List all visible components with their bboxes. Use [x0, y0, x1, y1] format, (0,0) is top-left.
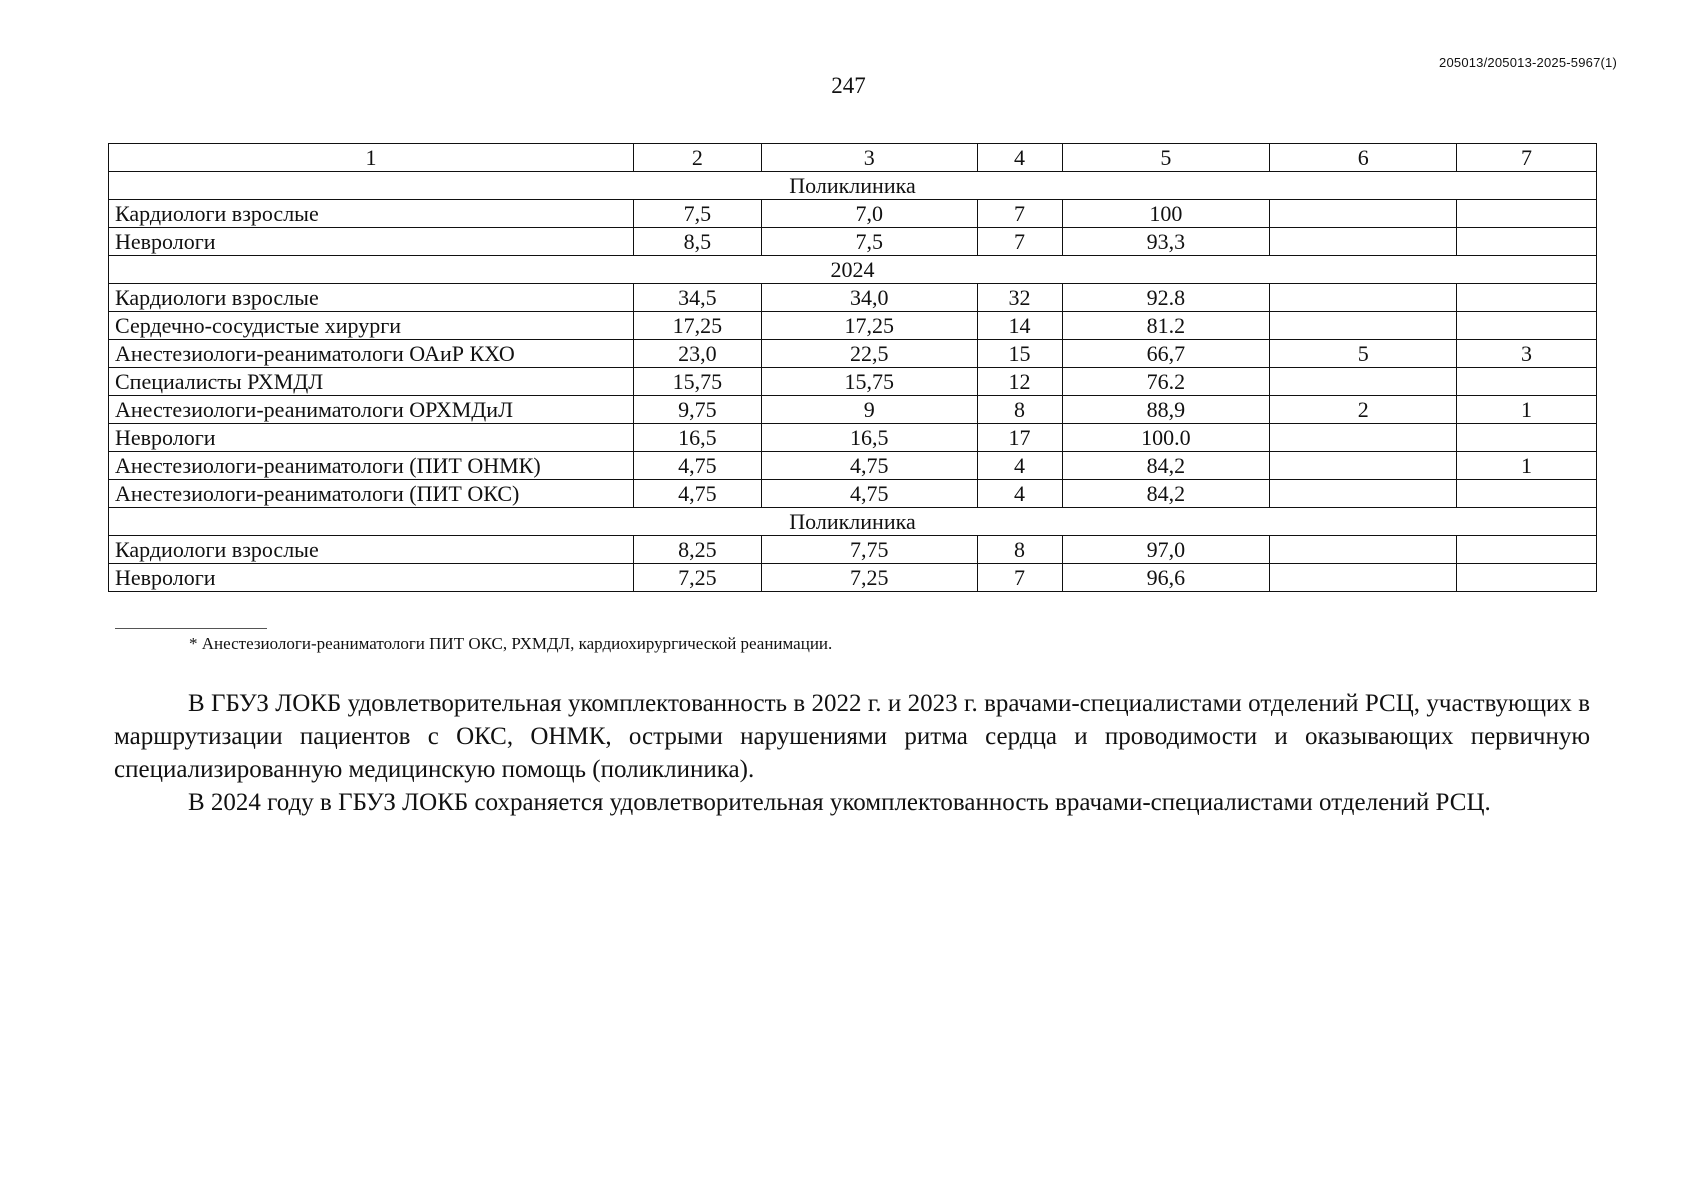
value-cell: 4	[977, 480, 1062, 508]
value-cell: 17	[977, 424, 1062, 452]
value-cell	[1457, 536, 1597, 564]
value-cell: 9,75	[633, 396, 761, 424]
value-cell	[1270, 312, 1457, 340]
section-label: Поликлиника	[109, 172, 1597, 200]
table-body	[109, 144, 1597, 592]
value-cell	[1457, 200, 1597, 228]
column-header: 6	[1270, 144, 1457, 172]
table-section-row	[109, 508, 1597, 536]
value-cell	[1457, 368, 1597, 396]
value-cell: 1	[1457, 452, 1597, 480]
table-row	[109, 564, 1597, 592]
value-cell	[1270, 200, 1457, 228]
value-cell: 15,75	[633, 368, 761, 396]
table-row	[109, 312, 1597, 340]
value-cell: 4	[977, 452, 1062, 480]
value-cell: 15,75	[761, 368, 977, 396]
table-section-row	[109, 172, 1597, 200]
specialty-cell: Анестезиологи-реаниматологи ОАиР КХО	[109, 340, 634, 368]
value-cell: 7,25	[633, 564, 761, 592]
table-row	[109, 480, 1597, 508]
footnote: * Анестезиологи-реаниматологи ПИТ ОКС, РХМДЛ, кардиохирургической реанимации.	[189, 634, 833, 653]
value-cell: 8	[977, 536, 1062, 564]
column-header: 7	[1457, 144, 1597, 172]
table-row	[109, 284, 1597, 312]
value-cell: 14	[977, 312, 1062, 340]
staffing-table	[108, 143, 1597, 592]
value-cell: 17,25	[761, 312, 977, 340]
value-cell: 84,2	[1062, 452, 1270, 480]
value-cell: 4,75	[633, 452, 761, 480]
value-cell	[1457, 312, 1597, 340]
value-cell: 66,7	[1062, 340, 1270, 368]
value-cell: 3	[1457, 340, 1597, 368]
value-cell: 34,5	[633, 284, 761, 312]
value-cell: 17,25	[633, 312, 761, 340]
value-cell: 7,5	[761, 228, 977, 256]
value-cell	[1457, 480, 1597, 508]
specialty-cell: Анестезиологи-реаниматологи (ПИТ ОНМК)	[109, 452, 634, 480]
value-cell: 8	[977, 396, 1062, 424]
column-header: 5	[1062, 144, 1270, 172]
value-cell: 22,5	[761, 340, 977, 368]
value-cell	[1270, 368, 1457, 396]
body-paragraph: В ГБУЗ ЛОКБ удовлетворительная укомплектованность в 2022 г. и 2023 г. врачами-специалистами отделений РСЦ, участвующих в маршрутизации пациентов с ОКС, ОНМК, острыми нарушениями ритма сердца и проводимости и оказывающих первичную специализированную медицинскую помощь (поликлиника).	[114, 690, 1590, 783]
value-cell: 23,0	[633, 340, 761, 368]
specialty-cell: Неврологи	[109, 228, 634, 256]
table-row	[109, 368, 1597, 396]
value-cell	[1457, 228, 1597, 256]
table-row	[109, 536, 1597, 564]
value-cell: 7,0	[761, 200, 977, 228]
value-cell: 34,0	[761, 284, 977, 312]
body-paragraph: В 2024 году в ГБУЗ ЛОКБ сохраняется удовлетворительная укомплектованность врачами-специалистами отделений РСЦ.	[188, 789, 1491, 816]
value-cell	[1270, 564, 1457, 592]
table-row	[109, 396, 1597, 424]
value-cell: 7,5	[633, 200, 761, 228]
value-cell: 16,5	[633, 424, 761, 452]
value-cell: 7	[977, 200, 1062, 228]
value-cell: 32	[977, 284, 1062, 312]
value-cell	[1270, 424, 1457, 452]
column-header: 3	[761, 144, 977, 172]
value-cell	[1270, 452, 1457, 480]
footnote-divider	[115, 628, 267, 629]
specialty-cell: Неврологи	[109, 424, 634, 452]
value-cell: 16,5	[761, 424, 977, 452]
section-label: Поликлиника	[109, 508, 1597, 536]
section-label: 2024	[109, 256, 1597, 284]
value-cell: 8,5	[633, 228, 761, 256]
value-cell: 88,9	[1062, 396, 1270, 424]
value-cell: 76.2	[1062, 368, 1270, 396]
value-cell	[1457, 564, 1597, 592]
value-cell: 81.2	[1062, 312, 1270, 340]
specialty-cell: Анестезиологи-реаниматологи (ПИТ ОКС)	[109, 480, 634, 508]
value-cell: 7,25	[761, 564, 977, 592]
value-cell	[1270, 480, 1457, 508]
value-cell: 1	[1457, 396, 1597, 424]
value-cell: 93,3	[1062, 228, 1270, 256]
column-header: 2	[633, 144, 761, 172]
value-cell: 92.8	[1062, 284, 1270, 312]
specialty-cell: Сердечно-сосудистые хирурги	[109, 312, 634, 340]
table-header-row	[109, 144, 1597, 172]
table-row	[109, 200, 1597, 228]
value-cell	[1270, 284, 1457, 312]
value-cell: 96,6	[1062, 564, 1270, 592]
page-number: 247	[831, 73, 866, 98]
column-header: 1	[109, 144, 634, 172]
table-section-row	[109, 256, 1597, 284]
specialty-cell: Кардиологи взрослые	[109, 284, 634, 312]
value-cell: 12	[977, 368, 1062, 396]
value-cell: 100	[1062, 200, 1270, 228]
value-cell: 4,75	[633, 480, 761, 508]
specialty-cell: Анестезиологи-реаниматологи ОРХМДиЛ	[109, 396, 634, 424]
value-cell: 84,2	[1062, 480, 1270, 508]
table-row	[109, 340, 1597, 368]
value-cell: 5	[1270, 340, 1457, 368]
value-cell: 97,0	[1062, 536, 1270, 564]
column-header: 4	[977, 144, 1062, 172]
document-id: 205013/205013-2025-5967(1)	[1439, 55, 1617, 70]
value-cell: 4,75	[761, 480, 977, 508]
value-cell: 9	[761, 396, 977, 424]
value-cell: 8,25	[633, 536, 761, 564]
value-cell	[1457, 424, 1597, 452]
table-row	[109, 228, 1597, 256]
specialty-cell: Кардиологи взрослые	[109, 200, 634, 228]
value-cell: 7	[977, 564, 1062, 592]
value-cell: 7,75	[761, 536, 977, 564]
specialty-cell: Неврологи	[109, 564, 634, 592]
table-row	[109, 452, 1597, 480]
value-cell	[1270, 536, 1457, 564]
specialty-cell: Специалисты РХМДЛ	[109, 368, 634, 396]
value-cell: 100.0	[1062, 424, 1270, 452]
value-cell: 2	[1270, 396, 1457, 424]
table-row	[109, 424, 1597, 452]
specialty-cell: Кардиологи взрослые	[109, 536, 634, 564]
value-cell: 7	[977, 228, 1062, 256]
value-cell: 4,75	[761, 452, 977, 480]
value-cell	[1457, 284, 1597, 312]
value-cell	[1270, 228, 1457, 256]
value-cell: 15	[977, 340, 1062, 368]
